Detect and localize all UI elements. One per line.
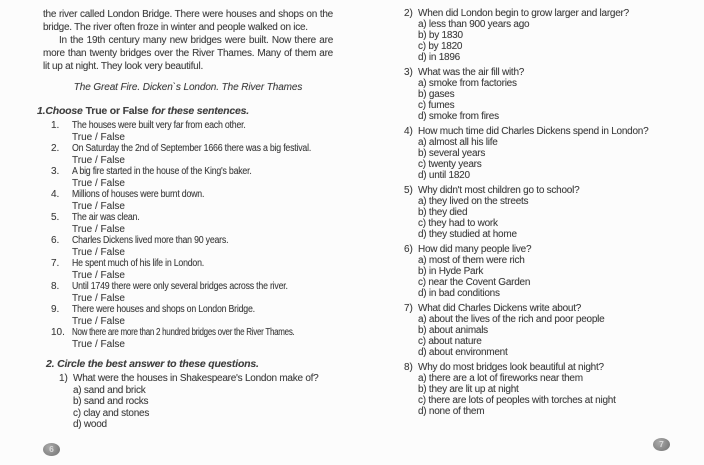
answer-option: c) near the Covent Garden xyxy=(418,277,531,288)
item-number: 5. xyxy=(51,212,60,223)
question-line xyxy=(404,126,684,137)
page-number-badge: 6 xyxy=(43,443,60,456)
question-number: 6) xyxy=(404,244,413,255)
answer-option: b) they are lit up at night xyxy=(418,384,519,395)
question-line xyxy=(404,185,684,196)
paragraph: In the 19th century many new bridges were built. Now there are more than twenty bridges over the River Thames. Many of them are lit up at night. They look very beautiful. xyxy=(43,35,333,72)
options-list xyxy=(73,385,333,431)
exercise1-heading-post: for these sentences. xyxy=(151,105,249,117)
question-block xyxy=(404,8,684,63)
options-list xyxy=(418,78,684,122)
item-number: 1. xyxy=(51,120,60,131)
question-list xyxy=(404,8,684,417)
question-line xyxy=(404,362,684,373)
answer-option: d) wood xyxy=(73,419,107,430)
question-block xyxy=(404,362,684,417)
item-text: Millions of houses were burnt down. xyxy=(72,189,205,200)
question-text: Why didn't most children go to school? xyxy=(418,185,580,196)
true-false-choices: True / False xyxy=(72,315,125,327)
paragraph: the river called London Bridge. There were houses and shops on the bridge. The river often froze in winter and people walked on ice. xyxy=(43,9,333,33)
answer-option: b) several years xyxy=(418,148,486,159)
question-block xyxy=(404,67,684,122)
exercise2-question-list xyxy=(59,373,333,431)
answer-option: c) twenty years xyxy=(418,159,482,170)
item-text: There were houses and shops on London Bridge. xyxy=(72,304,255,315)
source-titles-line: The Great Fire. Dicken`s London. The River Thames xyxy=(73,82,303,93)
true-false-item xyxy=(43,258,333,281)
answer-option: b) gases xyxy=(418,89,455,100)
options-list xyxy=(418,137,684,181)
statement-line xyxy=(43,304,333,316)
item-text: He spent much of his life in London. xyxy=(72,258,204,269)
item-text: A big fire started in the house of the King's baker. xyxy=(72,166,252,177)
true-false-item xyxy=(43,281,333,304)
answer-option: a) most of them were rich xyxy=(418,255,525,266)
answer-option: d) until 1820 xyxy=(418,170,470,181)
question-text: Why do most bridges look beautiful at night? xyxy=(418,362,604,373)
question-line xyxy=(404,8,684,19)
answer-option: b) by 1830 xyxy=(418,30,463,41)
options-list xyxy=(418,314,684,358)
question-block xyxy=(404,303,684,358)
question-number: 4) xyxy=(404,126,413,137)
item-number: 2. xyxy=(51,143,60,154)
question-number: 8) xyxy=(404,362,413,373)
exercise1-heading-truefalse: True or False xyxy=(85,105,149,117)
true-false-item xyxy=(43,327,333,350)
exercise1-heading xyxy=(37,105,333,117)
answer-option: c) about nature xyxy=(418,336,482,347)
true-false-choices: True / False xyxy=(72,338,125,350)
options-list xyxy=(418,19,684,63)
exercise2-heading: 2. Circle the best answer to these questions. xyxy=(46,358,259,370)
question-number: 2) xyxy=(404,8,413,19)
true-false-choices: True / False xyxy=(72,131,125,143)
left-page xyxy=(37,8,333,454)
answer-option: c) there are lots of peoples with torches at night xyxy=(418,395,616,406)
question-number: 3) xyxy=(404,67,413,78)
options-list xyxy=(418,255,684,299)
true-false-choices: True / False xyxy=(72,269,125,281)
answer-option: a) they lived on the streets xyxy=(418,196,529,207)
right-page xyxy=(404,8,684,449)
question-block xyxy=(404,244,684,299)
answer-option: a) sand and brick xyxy=(73,384,146,396)
answer-option: c) fumes xyxy=(418,100,455,111)
item-text: Now there are more than 2 hundred bridges over the River Thames. xyxy=(72,327,295,338)
item-text: The air was clean. xyxy=(72,212,140,223)
question-number: 5) xyxy=(404,185,413,196)
question-line xyxy=(404,303,684,314)
answer-option: b) sand and rocks xyxy=(73,396,149,407)
options-list xyxy=(418,196,684,240)
statement-line xyxy=(43,281,333,293)
true-false-choices: True / False xyxy=(72,292,125,304)
true-false-item xyxy=(43,212,333,235)
true-false-item xyxy=(43,120,333,143)
question-text: How did many people live? xyxy=(418,244,532,255)
question-text: What was the air fill with? xyxy=(418,67,525,78)
statement-line xyxy=(43,166,333,178)
answer-option: c) clay and stones xyxy=(73,407,150,419)
statement-line xyxy=(43,120,333,132)
answer-option: a) less than 900 years ago xyxy=(418,19,530,30)
item-number: 6. xyxy=(51,235,60,246)
question-text: How much time did Charles Dickens spend in London? xyxy=(418,126,649,137)
true-false-item xyxy=(43,304,333,327)
answer-option: a) there are a lot of fireworks near them xyxy=(418,373,583,384)
item-text: Charles Dickens lived more than 90 years. xyxy=(72,235,229,246)
answer-option: d) none of them xyxy=(418,406,485,417)
true-false-choices: True / False xyxy=(72,223,125,235)
true-false-choices: True / False xyxy=(72,246,125,258)
answer-option: d) in bad conditions xyxy=(418,288,500,299)
statement-line xyxy=(43,143,333,155)
answer-option: b) in Hyde Park xyxy=(418,266,484,277)
item-text: On Saturday the 2nd of September 1666 there was a big festival. xyxy=(72,143,312,154)
item-number: 10. xyxy=(51,327,65,338)
question-line xyxy=(404,244,684,255)
answer-option: d) smoke from fires xyxy=(418,111,499,122)
answer-option: c) they had to work xyxy=(418,218,498,229)
true-false-item xyxy=(43,166,333,189)
question-line xyxy=(59,373,333,385)
statement-line xyxy=(43,235,333,247)
item-number: 4. xyxy=(51,189,60,200)
answer-option: c) by 1820 xyxy=(418,41,463,52)
answer-option: d) they studied at home xyxy=(418,229,517,240)
question-line xyxy=(404,67,684,78)
item-number: 8. xyxy=(51,281,60,292)
question-text: What were the houses in Shakespeare's London make of? xyxy=(73,373,319,384)
statement-line xyxy=(43,327,333,339)
page-number-badge: 7 xyxy=(653,438,670,451)
true-false-item xyxy=(43,189,333,212)
true-false-item xyxy=(43,143,333,166)
answer-option: d) in 1896 xyxy=(418,52,460,63)
exercise1-heading-pre: 1.Choose xyxy=(37,105,83,117)
item-number: 9. xyxy=(51,304,60,315)
item-text: The houses were built very far from each other. xyxy=(72,120,246,131)
question-text: When did London begin to grow larger and larger? xyxy=(418,8,629,19)
item-text: Until 1749 there were only several bridges across the river. xyxy=(72,281,288,292)
statement-line xyxy=(43,258,333,270)
true-false-item xyxy=(43,235,333,258)
question-text: What did Charles Dickens write about? xyxy=(418,303,582,314)
answer-option: a) about the lives of the rich and poor people xyxy=(418,314,605,325)
true-false-list xyxy=(43,120,333,350)
answer-option: b) about animals xyxy=(418,325,488,336)
item-number: 3. xyxy=(51,166,60,177)
question-number: 1) xyxy=(59,373,68,384)
answer-option: b) they died xyxy=(418,207,468,218)
question-block xyxy=(404,185,684,240)
answer-option: a) almost all his life xyxy=(418,137,498,148)
statement-line xyxy=(43,189,333,201)
true-false-choices: True / False xyxy=(72,177,125,189)
question-number: 7) xyxy=(404,303,413,314)
answer-option: d) about environment xyxy=(418,347,508,358)
true-false-choices: True / False xyxy=(72,200,125,212)
question-block xyxy=(59,373,333,431)
statement-line xyxy=(43,212,333,224)
item-number: 7. xyxy=(51,258,60,269)
options-list xyxy=(418,373,684,417)
answer-option: a) smoke from factories xyxy=(418,78,517,89)
true-false-choices: True / False xyxy=(72,154,125,166)
question-block xyxy=(404,126,684,181)
